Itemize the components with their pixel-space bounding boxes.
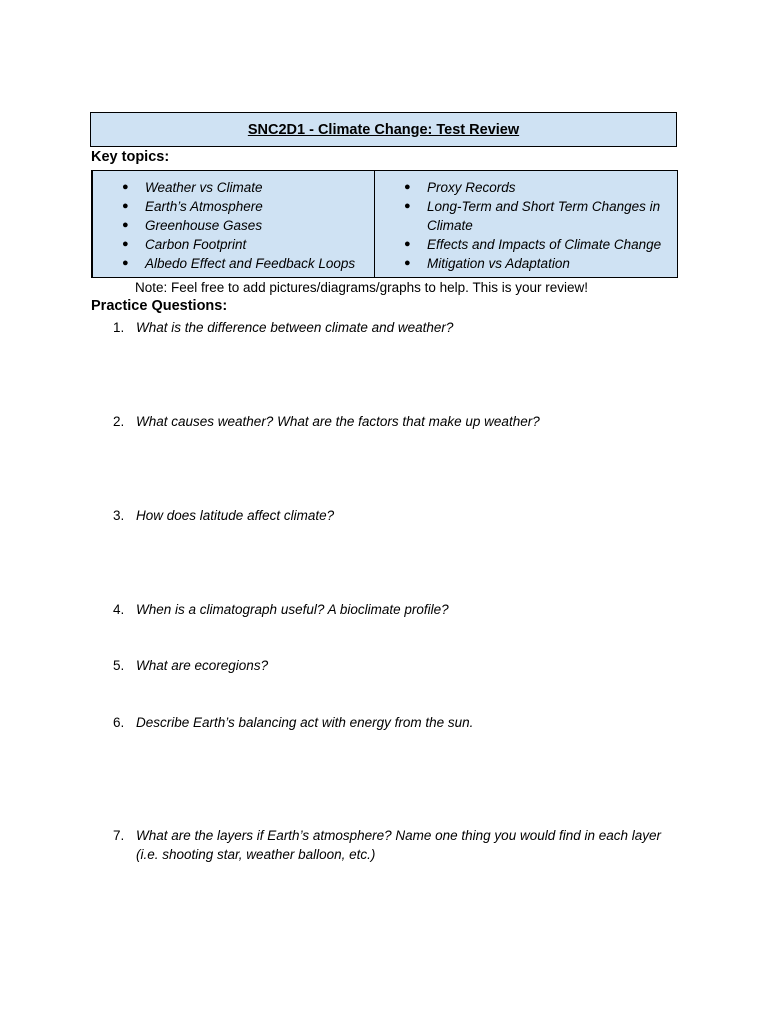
bullet-icon: ● xyxy=(404,238,411,250)
topic-item xyxy=(404,178,674,197)
question-number: 3. xyxy=(113,508,125,523)
title-box xyxy=(90,112,677,147)
topic-label: Greenhouse Gases xyxy=(145,218,263,233)
question-item xyxy=(113,713,678,732)
question-item xyxy=(113,600,678,619)
question-text: What causes weather? What are the factors that make up weather? xyxy=(136,414,540,429)
question-text: Describe Earth’s balancing act with energy from the sun. xyxy=(136,715,474,730)
question-item xyxy=(113,826,678,864)
question-item xyxy=(113,412,678,431)
topic-label: Effects and Impacts of Climate Change xyxy=(427,237,662,252)
question-number: 5. xyxy=(113,658,125,673)
key-topics-left-column xyxy=(93,171,375,277)
question-item xyxy=(113,318,678,337)
topic-label: Long-Term and Short Term Changes in Climate xyxy=(427,199,661,233)
topic-item xyxy=(122,216,372,235)
bullet-icon: ● xyxy=(122,219,129,231)
practice-questions-heading: Practice Questions: xyxy=(91,298,228,314)
question-text: How does latitude affect climate? xyxy=(136,508,335,523)
question-number: 7. xyxy=(113,828,125,843)
question-number: 6. xyxy=(113,715,125,730)
key-topics-table xyxy=(91,170,678,278)
page-title: SNC2D1 - Climate Change: Test Review xyxy=(247,121,520,138)
question-item xyxy=(113,656,678,675)
topic-label: Carbon Footprint xyxy=(145,237,247,252)
topic-label: Proxy Records xyxy=(427,180,516,195)
topic-item xyxy=(122,254,372,273)
bullet-icon: ● xyxy=(404,181,411,193)
bullet-icon: ● xyxy=(404,257,411,269)
key-topics-left-list xyxy=(122,178,372,273)
review-note: Note: Feel free to add pictures/diagrams/graphs to help. This is your review! xyxy=(135,280,588,295)
topic-item xyxy=(122,197,372,216)
topic-item xyxy=(122,235,372,254)
question-number: 1. xyxy=(113,320,125,335)
topic-item xyxy=(404,254,674,273)
topic-label: Albedo Effect and Feedback Loops xyxy=(145,256,356,271)
topic-item xyxy=(122,178,372,197)
question-text: What is the difference between climate and weather? xyxy=(136,320,454,335)
bullet-icon: ● xyxy=(122,200,129,212)
bullet-icon: ● xyxy=(122,257,129,269)
topic-label: Weather vs Climate xyxy=(145,180,263,195)
topic-item xyxy=(404,235,674,254)
question-number: 2. xyxy=(113,414,125,429)
bullet-icon: ● xyxy=(122,181,129,193)
topic-label: Mitigation vs Adaptation xyxy=(427,256,570,271)
key-topics-heading: Key topics: xyxy=(91,149,170,165)
key-topics-right-list xyxy=(404,178,674,273)
bullet-icon: ● xyxy=(404,200,411,212)
key-topics-right-column xyxy=(375,171,677,277)
topic-item xyxy=(404,197,674,235)
topic-label: Earth’s Atmosphere xyxy=(145,199,263,214)
question-number: 4. xyxy=(113,602,125,617)
question-text: What are ecoregions? xyxy=(136,658,269,673)
bullet-icon: ● xyxy=(122,238,129,250)
question-item xyxy=(113,506,678,525)
question-text: What are the layers if Earth’s atmosphere? Name one thing you would find in each layer (i.e. shooting star, weather balloon, etc.) xyxy=(136,828,662,862)
question-text: When is a climatograph useful? A bioclimate profile? xyxy=(136,602,449,617)
